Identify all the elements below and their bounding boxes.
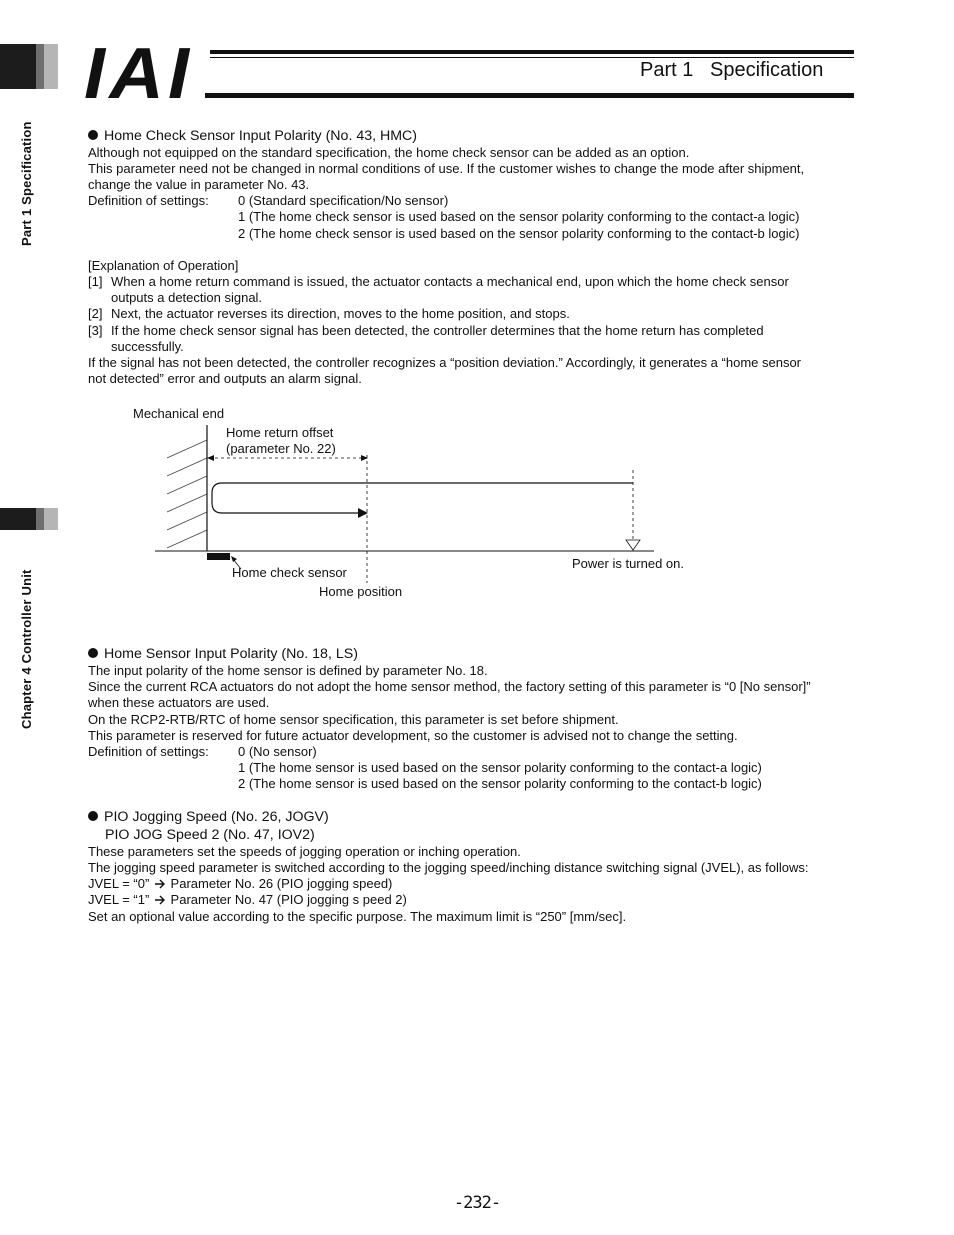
bullet-icon [88, 811, 98, 821]
movement-path [212, 483, 633, 513]
side-label-part: Part 1 Specification [19, 121, 34, 246]
definition-item: 0 (Standard specification/No sensor) [238, 193, 449, 208]
bullet-icon [88, 648, 98, 658]
paragraph-line: not detected” error and outputs an alarm signal. [88, 371, 362, 386]
step-item: [1] When a home return command is issued, the actuator contacts a mechanical end, upon which the home check sensor [88, 274, 789, 289]
iai-logo: IAI [84, 46, 194, 98]
arrow-right-icon [154, 879, 166, 889]
power-on-marker-icon [626, 540, 640, 550]
definition-label: Definition of settings: [88, 193, 209, 208]
definition-item: 2 (The home sensor is used based on the sensor polarity conforming to the contact-b logic) [238, 776, 762, 791]
label-home-position: Home position [319, 584, 403, 599]
paragraph-line: The input polarity of the home sensor is defined by parameter No. 18. [88, 663, 488, 678]
jvel-0-line: JVEL = “0” Parameter No. 26 (PIO jogging speed) [88, 876, 393, 891]
paragraph-line: If the signal has not been detected, the controller recognizes a “position deviation.” Accordingly, it generates a “home sensor [88, 355, 802, 370]
paragraph-line: change the value in parameter No. 43. [88, 177, 310, 192]
paragraph-line: This parameter need not be changed in normal conditions of use. If the customer wishes to change the mode after shipment, [88, 161, 805, 176]
arrow-right-icon [154, 895, 166, 905]
label-power-on: Power is turned on. [572, 556, 685, 571]
paragraph-line: The jogging speed parameter is switched according to the jogging speed/inching distance switching signal (JVEL), as follows: [88, 860, 809, 875]
paragraph-line: Although not equipped on the standard specification, the home check sensor can be added as an option. [88, 145, 690, 160]
definition-label: Definition of settings: [88, 744, 209, 759]
paragraph-line: Set an optional value according to the specific purpose. The maximum limit is “250” [mm/sec]. [88, 909, 627, 924]
section-heading: Home Sensor Input Polarity (No. 18, LS) [88, 645, 358, 663]
jvel-1-line: JVEL = “1” Parameter No. 47 (PIO jogging s peed 2) [88, 892, 407, 907]
paragraph-line: Since the current RCA actuators do not adopt the home sensor method, the factory setting of this parameter is “0 [No sensor]” [88, 679, 811, 694]
sensor-leader-arrow [231, 556, 237, 562]
section-heading: Home Check Sensor Input Polarity (No. 43, HMC) [88, 127, 417, 145]
explanation-title: [Explanation of Operation] [88, 258, 239, 273]
step-item: [2] Next, the actuator reverses its direction, moves to the home position, and stops. [88, 306, 570, 321]
movement-arrow [358, 508, 368, 518]
label-offset-param: (parameter No. 22) [226, 441, 336, 456]
side-label-chapter: Chapter 4 Controller Unit [19, 569, 34, 729]
label-home-check-sensor: Home check sensor [232, 565, 347, 580]
paragraph-line: On the RCP2-RTB/RTC of home sensor specification, this parameter is set before shipment. [88, 712, 619, 727]
mechanical-end-hatching [167, 440, 207, 548]
page-number: -232- [453, 1193, 501, 1213]
paragraph-line: when these actuators are used. [88, 695, 270, 710]
definition-item: 1 (The home check sensor is used based on the sensor polarity conforming to the contact-a logic) [238, 209, 800, 224]
definition-item: 1 (The home sensor is used based on the sensor polarity conforming to the contact-a logic) [238, 760, 762, 775]
label-mechanical-end: Mechanical end [133, 406, 225, 421]
definition-item: 2 (The home check sensor is used based on the sensor polarity conforming to the contact-b logic) [238, 226, 800, 241]
paragraph-line: This parameter is reserved for future actuator development, so the customer is advised not to change the setting. [88, 728, 738, 743]
step-item-cont: outputs a detection signal. [111, 290, 263, 305]
step-item-cont: successfully. [111, 339, 184, 354]
definition-item: 0 (No sensor) [238, 744, 317, 759]
label-offset: Home return offset [226, 425, 334, 440]
section-heading: PIO Jogging Speed (No. 26, JOGV) [88, 808, 329, 826]
section-heading-2: PIO JOG Speed 2 (No. 47, IOV2) [105, 827, 315, 843]
page-title: Part 1 Specification [640, 59, 824, 81]
paragraph-line: These parameters set the speeds of jogging operation or inching operation. [88, 844, 521, 859]
home-check-sensor-block [207, 553, 230, 560]
offset-arrow-left [207, 455, 214, 461]
step-item: [3] If the home check sensor signal has been detected, the controller determines that the home return has completed [88, 323, 764, 338]
